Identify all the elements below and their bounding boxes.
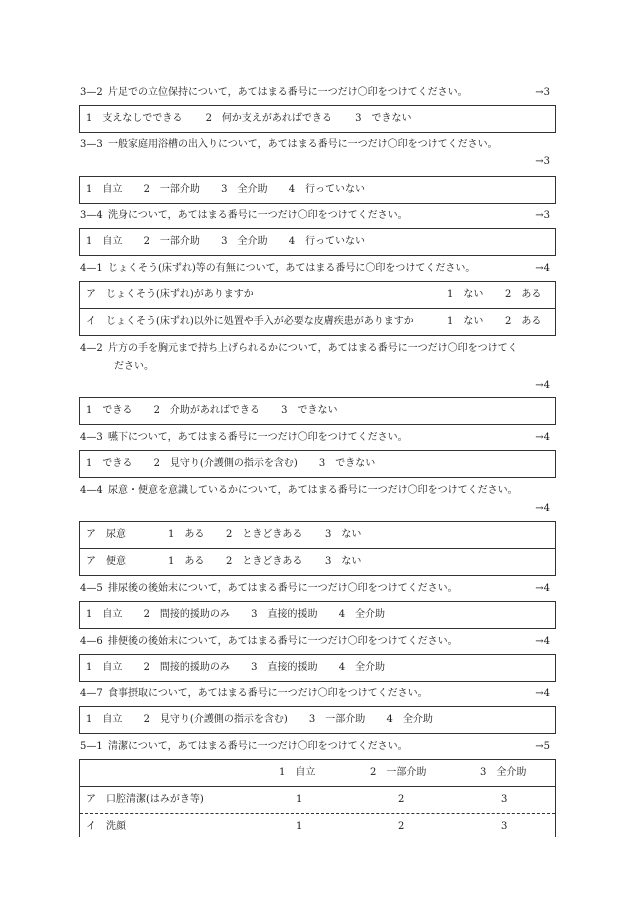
column-header: 3 全介助 bbox=[480, 767, 527, 778]
option[interactable]: 1 ない bbox=[447, 316, 484, 327]
answer-box-3-4 bbox=[79, 228, 556, 256]
answer-box-3-3 bbox=[79, 176, 556, 204]
arrow-ref: →4 bbox=[535, 380, 550, 391]
question-text: 食事摂取について，あてはまる番号に一つだけ〇印をつけてください。 bbox=[108, 688, 428, 699]
question-4-4 bbox=[80, 483, 550, 498]
question-text: 尿意・便意を意識しているかについて，あてはまる番号に一つだけ〇印をつけてください。 bbox=[108, 485, 518, 496]
option[interactable]: 3 できない bbox=[281, 405, 338, 416]
answer-box-4-5 bbox=[79, 601, 556, 629]
question-text: 排便後の後始末について，あてはまる番号に一つだけ〇印をつけてください。 bbox=[108, 636, 458, 647]
option[interactable]: 4 全介助 bbox=[386, 714, 433, 725]
option[interactable]: 1 ある bbox=[168, 556, 205, 567]
option[interactable]: 3 全介助 bbox=[221, 184, 268, 195]
option[interactable]: 1 自立 bbox=[86, 662, 123, 673]
option[interactable]: 1 自立 bbox=[86, 236, 123, 247]
question-5-1 bbox=[80, 739, 550, 754]
column-header: 1 自立 bbox=[279, 767, 316, 778]
question-text: 嚥下について，あてはまる番号に一つだけ〇印をつけてください。 bbox=[108, 432, 408, 443]
arrow-ref: →4 bbox=[535, 583, 550, 594]
question-3-2 bbox=[80, 85, 550, 100]
option[interactable]: 2 何か支えがあればできる bbox=[205, 113, 332, 124]
question-4-6 bbox=[80, 634, 550, 649]
row-label: ア じょくそう(床ずれ)がありますか bbox=[86, 289, 254, 300]
question-number: 5—1 bbox=[80, 741, 103, 752]
question-text: 片方の手を胸元まで持ち上げられるかについて，あてはまる番号に一つだけ〇印をつけてく bbox=[108, 343, 518, 354]
option[interactable]: 1 自立 bbox=[86, 714, 123, 725]
arrow-ref: →4 bbox=[535, 503, 550, 514]
option[interactable]: 2 間接的援助のみ bbox=[143, 609, 230, 620]
option[interactable]: 1 ない bbox=[447, 289, 484, 300]
row-label: イ じょくそう(床ずれ)以外に処置や手入が必要な皮膚疾患がありますか bbox=[86, 316, 414, 327]
option[interactable]: 3 全介助 bbox=[221, 236, 268, 247]
table-row bbox=[80, 786, 555, 813]
option[interactable]: 2 ある bbox=[505, 316, 542, 327]
row-label: ア 尿意 bbox=[86, 529, 126, 540]
option[interactable]: 2 bbox=[398, 794, 405, 805]
question-number: 3—2 bbox=[80, 87, 103, 98]
answer-box-4-7 bbox=[79, 706, 556, 734]
arrow-ref: →4 bbox=[535, 688, 550, 699]
answer-box-4-1 bbox=[79, 281, 556, 336]
option[interactable]: 1 支えなしでできる bbox=[86, 113, 183, 124]
arrow-ref: →3 bbox=[535, 87, 550, 98]
option[interactable]: 4 行っていない bbox=[288, 236, 366, 247]
question-number: 4—1 bbox=[80, 263, 103, 274]
table-row bbox=[80, 522, 555, 548]
arrow-ref: →3 bbox=[535, 156, 550, 167]
option[interactable]: 2 ときどきある bbox=[226, 529, 303, 540]
answer-box-4-3 bbox=[79, 450, 556, 478]
question-4-2 bbox=[80, 341, 550, 356]
option[interactable]: 3 できない bbox=[355, 113, 412, 124]
question-number: 3—4 bbox=[80, 210, 103, 221]
arrow-ref: →3 bbox=[535, 210, 550, 221]
option[interactable]: 3 ない bbox=[325, 529, 362, 540]
answer-table-5-1 bbox=[79, 759, 556, 837]
option[interactable]: 2 ある bbox=[505, 289, 542, 300]
question-3-4 bbox=[80, 208, 550, 223]
option[interactable]: 2 見守り(介護側の指示を含む) bbox=[143, 714, 288, 725]
question-text: じょくそう(床ずれ)等の有無について，あてはまる番号に〇印をつけてください。 bbox=[108, 263, 476, 274]
table-row bbox=[80, 308, 555, 335]
option[interactable]: 1 bbox=[296, 794, 303, 805]
option[interactable]: 1 できる bbox=[86, 458, 133, 469]
option[interactable]: 1 ある bbox=[168, 529, 205, 540]
arrow-ref: →4 bbox=[535, 636, 550, 647]
question-number: 4—2 bbox=[80, 343, 103, 354]
option[interactable]: 3 直接的援助 bbox=[251, 662, 318, 673]
question-number: 4—4 bbox=[80, 485, 103, 496]
table-row bbox=[80, 282, 555, 308]
question-4-7 bbox=[80, 686, 550, 701]
option[interactable]: 4 全介助 bbox=[338, 609, 386, 620]
arrow-ref: →4 bbox=[535, 263, 550, 274]
row-label: ア 口腔清潔(はみがき等) bbox=[86, 794, 204, 805]
question-text: 片足での立位保持について，あてはまる番号に一つだけ〇印をつけてください。 bbox=[108, 87, 468, 98]
option[interactable]: 4 行っていない bbox=[288, 184, 366, 195]
question-text: 排尿後の後始末について，あてはまる番号に一つだけ〇印をつけてください。 bbox=[108, 583, 458, 594]
column-header: 2 一部介助 bbox=[370, 767, 427, 778]
option[interactable]: 2 ときどきある bbox=[226, 556, 303, 567]
option[interactable]: 3 できない bbox=[318, 458, 376, 469]
option[interactable]: 4 全介助 bbox=[338, 662, 386, 673]
option[interactable]: 1 自立 bbox=[86, 609, 123, 620]
option[interactable]: 3 bbox=[501, 821, 508, 832]
question-number: 4—3 bbox=[80, 432, 103, 443]
answer-box-4-2 bbox=[79, 397, 556, 425]
option[interactable]: 3 ない bbox=[325, 556, 362, 567]
question-number: 4—7 bbox=[80, 688, 103, 699]
option[interactable]: 2 間接的援助のみ bbox=[143, 662, 230, 673]
question-number: 3—3 bbox=[80, 139, 103, 150]
question-4-5 bbox=[80, 581, 550, 596]
option[interactable]: 2 bbox=[398, 821, 405, 832]
question-text-continued: ださい。 bbox=[114, 361, 154, 372]
question-text: 洗身について，あてはまる番号に一つだけ〇印をつけてください。 bbox=[108, 210, 408, 221]
answer-box-3-2 bbox=[79, 105, 556, 133]
option[interactable]: 2 一部介助 bbox=[143, 184, 200, 195]
option[interactable]: 1 bbox=[296, 821, 303, 832]
table-row bbox=[80, 548, 555, 575]
answer-box-4-4 bbox=[79, 521, 556, 576]
option[interactable]: 3 直接的援助 bbox=[251, 609, 318, 620]
table-row bbox=[80, 813, 555, 840]
option[interactable]: 2 一部介助 bbox=[143, 236, 200, 247]
answer-box-4-6 bbox=[79, 654, 556, 682]
question-4-1 bbox=[80, 261, 550, 276]
option[interactable]: 2 見守り(介護側の指示を含む) bbox=[153, 458, 298, 469]
row-label: ア 便意 bbox=[86, 556, 126, 567]
option[interactable]: 2 介助があればできる bbox=[153, 405, 260, 416]
option[interactable]: 3 一部介助 bbox=[308, 714, 366, 725]
option[interactable]: 3 bbox=[501, 794, 508, 805]
option[interactable]: 1 自立 bbox=[86, 184, 123, 195]
option[interactable]: 1 できる bbox=[86, 405, 133, 416]
table-header-row bbox=[80, 760, 555, 786]
question-3-3 bbox=[80, 137, 550, 152]
question-number: 4—5 bbox=[80, 583, 103, 594]
arrow-ref: →4 bbox=[535, 432, 550, 443]
question-4-3 bbox=[80, 430, 550, 445]
arrow-ref: →5 bbox=[535, 741, 550, 752]
question-number: 4—6 bbox=[80, 636, 103, 647]
question-text: 一般家庭用浴槽の出入りについて，あてはまる番号に一つだけ〇印をつけてください。 bbox=[108, 139, 498, 150]
row-label: イ 洗顔 bbox=[86, 821, 126, 832]
question-text: 清潔について，あてはまる番号に一つだけ〇印をつけてください。 bbox=[108, 741, 408, 752]
